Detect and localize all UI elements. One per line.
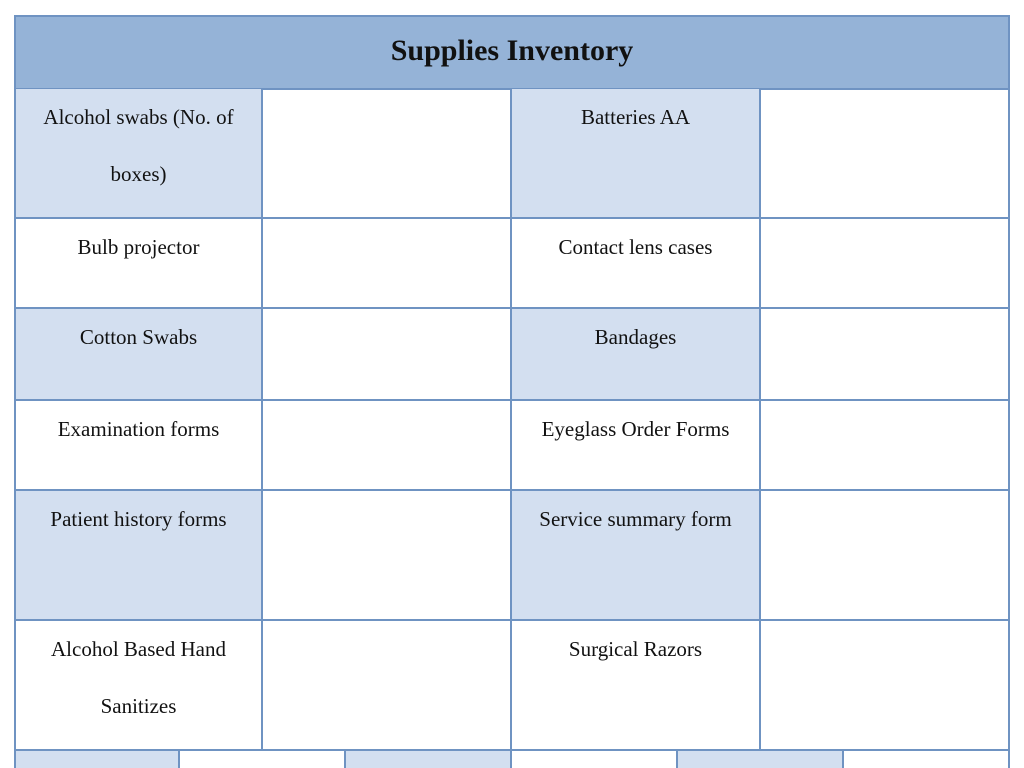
- item-label-cell: [512, 219, 761, 309]
- next-table-cell: [14, 749, 180, 768]
- item-quantity-field[interactable]: [263, 401, 512, 491]
- form-header: [14, 15, 1010, 90]
- item-label-cell: [512, 621, 761, 751]
- item-label: Contact lens cases: [558, 235, 713, 259]
- item-label-cell: [14, 401, 263, 491]
- item-label: Eyeglass Order Forms: [541, 417, 730, 441]
- item-quantity-field[interactable]: [263, 89, 512, 219]
- item-label: Alcohol Based Hand Sanitizes: [51, 637, 226, 718]
- item-label: Alcohol swabs (No. of boxes): [43, 105, 234, 186]
- item-quantity-field[interactable]: [761, 491, 1010, 621]
- item-label-cell: [14, 309, 263, 401]
- next-table-section: [14, 749, 1010, 768]
- item-label-cell: [512, 491, 761, 621]
- next-table-cell[interactable]: [844, 749, 1010, 768]
- item-quantity-field[interactable]: [761, 401, 1010, 491]
- item-quantity-field[interactable]: [263, 219, 512, 309]
- item-label-cell: [512, 401, 761, 491]
- item-label-cell: [14, 621, 263, 751]
- next-table-cell[interactable]: [180, 749, 346, 768]
- item-quantity-field[interactable]: [761, 309, 1010, 401]
- item-quantity-field[interactable]: [263, 621, 512, 751]
- item-label-cell: [14, 491, 263, 621]
- next-table-cell: [678, 749, 844, 768]
- item-label: Patient history forms: [50, 507, 227, 531]
- item-label: Surgical Razors: [568, 637, 703, 661]
- next-table-cell[interactable]: [512, 749, 678, 768]
- item-label: Service summary form: [539, 507, 732, 531]
- item-label-cell: [512, 309, 761, 401]
- item-quantity-field[interactable]: [263, 491, 512, 621]
- item-label-cell: [14, 219, 263, 309]
- item-label: Batteries AA: [580, 105, 691, 129]
- form-title: Supplies Inventory: [390, 33, 634, 67]
- item-label: Bandages: [594, 325, 677, 349]
- item-quantity-field[interactable]: [761, 621, 1010, 751]
- item-label: Cotton Swabs: [79, 325, 198, 349]
- item-label: Examination forms: [57, 417, 220, 441]
- item-label-cell: [14, 89, 263, 219]
- item-quantity-field[interactable]: [761, 219, 1010, 309]
- next-table-cell: [346, 749, 512, 768]
- item-quantity-field[interactable]: [761, 89, 1010, 219]
- item-quantity-field[interactable]: [263, 309, 512, 401]
- item-label-cell: [512, 89, 761, 219]
- inventory-table: [14, 89, 1010, 751]
- item-label: Bulb projector: [77, 235, 200, 259]
